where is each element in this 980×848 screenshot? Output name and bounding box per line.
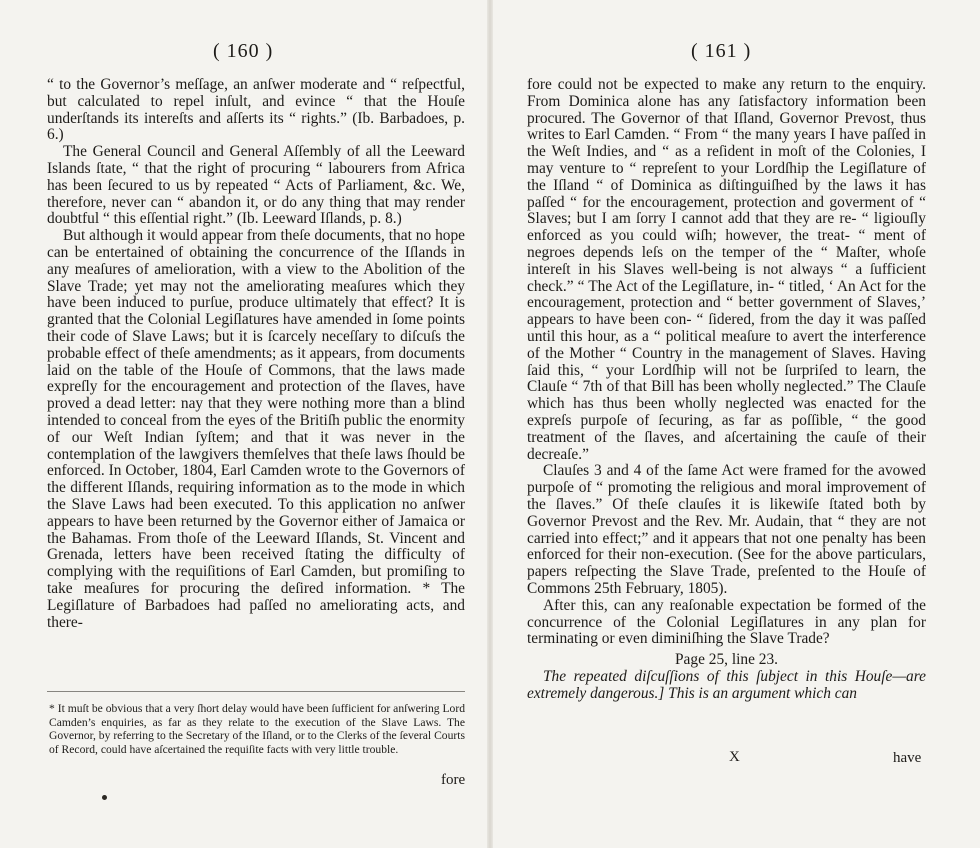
page-number: ( 161 ) <box>691 40 752 62</box>
page-number: ( 160 ) <box>213 40 274 62</box>
paragraph: The General Council and General Aſſembly of all the Leeward Islands ſtate, “ that the right of procuring “ labourers from Africa has been ſecured to us by repeated “ Acts of Parliament, &c. We, therefore, never can “ abandon it, or do any thing that may render doubtful “ this eſſential right.” (Ib. Leeward Iſlands, p. 8.) <box>47 143 465 228</box>
paragraph: fore could not be expected to make any return to the enquiry. From Dominica alone has any ſatisfactory information been procured. The Governor of that Iſland, Governor Prevost, thus writes to Earl Camden. “ From “ the many years I have paſſed in the Weſt Indies, and “ as a reſident in moſt of the Colonies, I may venture to “ repreſent to your Lordſhip the Legiſlature of the Iſland “ of Dominica as diſtinguiſhed by the laws it has paſſed “ for the encouragement, protection and goverment of “ Slaves; but I am ſorry I cannot add that they are re- “ ligiouſly enforced as you could wiſh; however, the treat- “ ment of negroes depends leſs on the temper of the “ Maſter, whoſe intereſt in his Slaves well-being is not always “ a ſufficient check.” “ The Act of the Legiſlature, in- “ titled, ‘ An Act for the encouragement, protection and “ better government of Slaves,’ appears to have been con- “ ſidered, from the day it was paſſed until this hour, as a “ political meaſure to avert the interference of the Mother “ Country in the management of Slaves. Having ſaid this, “ your Lordſhip will not be ſurpriſed to learn, the Clauſe “ 7th of that Bill has been wholly neglected.” The Clauſe which has thus been wholly neglected was enacted for the expreſs purpoſe of ſecuring, as far as poſſible, “ the good treatment of the ſlaves, and aſcertaining the cauſe of their decreaſe.” <box>527 76 926 463</box>
page-body <box>47 77 465 631</box>
left-page <box>0 0 489 848</box>
paragraph: After this, can any reaſonable expectation be formed of the concurrence of the Colonial Legiſlatures in any plan for terminating or even diminiſhing the Slave Trade? <box>527 596 926 648</box>
ink-spot <box>102 795 107 800</box>
quote-paragraph: The repeated diſcuſſions of this ſubject in this Houſe—are extremely dangerous.] This is an argument which can <box>527 667 926 702</box>
paragraph: Clauſes 3 and 4 of the ſame Act were framed for the avowed purpoſe of “ promoting the religious and moral improvement of the ſlaves.” Of theſe clauſes it is likewiſe ſtated both by Governor Prevost and the Rev. Mr. Audain, that “ they are not carried into effect;” and it appears that not one penalty has been enforced for their non-execution. (See for the above particulars, papers reſpecting the Slave Trade, preſented to the Houſe of Commons 25th February, 1805). <box>527 462 926 597</box>
paragraph: But although it would appear from theſe documents, that no hope can be entertained of obtaining the concurrence of the Iſlands in any meaſures of amelioration, with a view to the Abolition of the Slave Trade; yet may not the ameliorating meaſures which they have been induced to purſue, produce ultimately that effect? It is granted that the Colonial Legiſlatures have amended in ſome points their code of Slave Laws; but it is ſcarcely neceſſary to diſcuſs the probable effect of theſe amendments; as it appears, from documents laid on the table of the Houſe of Commons, that the laws made expreſly for the encouragement and protection of the ſlaves, have proved a dead letter: nay that they were nothing more than a blind intended to conceal from the eyes of the Britiſh public the enormity of our Weſt Indian ſyſtem; and that it was never in the contemplation of the lawgivers themſelves that theſe laws ſhould be enforced. In October, 1804, Earl Camden wrote to the Governors of the different Iſlands, requiring information as to the mode in which the Slave Laws had been executed. To this application no anſwer appears to have been returned by the Governor either of Jamaica or the Bahamas. From thoſe of the Leeward Iſlands, St. Vincent and Grenada, letters have been received ſtating the difficulty of complying with the requiſitions of Earl Camden, but promiſing to take meaſures for procuring the deſired information. * The Legiſlature of Barbadoes had paſſed no ameliorating acts, and there- <box>47 227 465 631</box>
signature-mark: X <box>729 749 740 765</box>
catchword: fore <box>441 772 466 788</box>
page-body <box>527 77 926 702</box>
catchword: have <box>893 750 922 766</box>
footnote-divider <box>47 691 465 692</box>
reference-heading: Page 25, line 23. <box>674 651 778 669</box>
footnote: * It muſt be obvious that a very ſhort delay would have been ſufficient for anſwering Lord Camden’s enquiries, as far as they relate to the execution of the Slave Laws. The Governor, by referring to the Secretary of the Iſland, or to the Clerks of the ſeveral Courts of Record, could have aſcertained the requiſite facts with very little trouble. <box>49 702 465 756</box>
right-page <box>491 0 980 848</box>
paragraph: “ to the Governor’s meſſage, an anſwer moderate and “ reſpectful, but calculated to repel inſult, and evince “ that the Houſe underſtands its intereſts and aſſerts its “ rights.” (Ib. Barbadoes, p. 6.) <box>47 76 465 144</box>
